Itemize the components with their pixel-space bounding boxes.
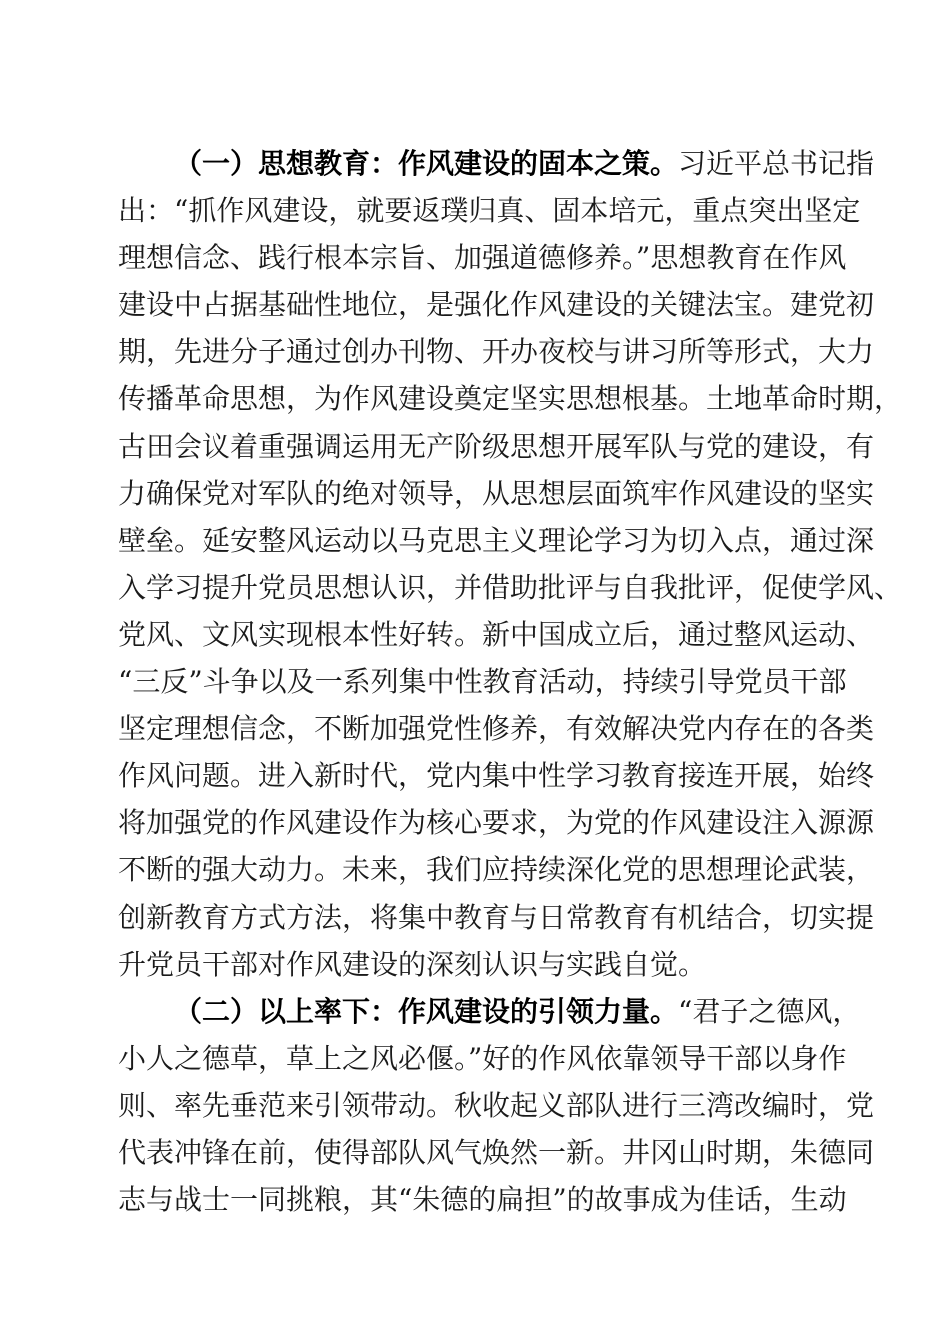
text-line: 不断的强大动力。未来，我们应持续深化党的思想理论武装， — [118, 853, 875, 887]
text-line: 代表冲锋在前，使得部队风气焕然一新。井冈山时期，朱德同 — [118, 1135, 875, 1169]
text-line: 将加强党的作风建设作为核心要求，为党的作风建设注入源源 — [118, 806, 875, 840]
text-line: 党风、文风实现根本性好转。新中国成立后，通过整风运动、 — [118, 617, 875, 651]
text-line: 出：“抓作风建设，就要返璞归真、固本培元，重点突出坚定 — [118, 194, 861, 228]
paragraph-1-first-line — [118, 140, 875, 187]
text-line: 力确保党对军队的绝对领导，从思想层面筑牢作风建设的坚实 — [118, 476, 875, 510]
text-line: “君子之德风， — [678, 994, 861, 1028]
section-2-heading: （二）以上率下：作风建设的引领力量。 — [174, 994, 679, 1028]
body-text — [118, 140, 903, 1223]
text-line: 小人之德草，草上之风必偃。”好的作风依靠领导干部以身作 — [118, 1041, 847, 1075]
text-line: 入学习提升党员思想认识，并借助批评与自我批评，促使学风、 — [118, 570, 903, 604]
text-line: 坚定理想信念，不断加强党性修养，有效解决党内存在的各类 — [118, 712, 875, 746]
text-line: 升党员干部对作风建设的深刻认识与实践自觉。 — [118, 947, 707, 981]
text-line: 创新教育方式方法，将集中教育与日常教育有机结合，切实提 — [118, 900, 875, 934]
text-line: 期，先进分子通过创办刊物、开办夜校与讲习所等形式，大力 — [118, 335, 875, 369]
text-line: 则、率先垂范来引领带动。秋收起义部队进行三湾改编时，党 — [118, 1088, 875, 1122]
paragraph-2-first-line — [118, 988, 861, 1035]
text-line: 建设中占据基础性地位，是强化作风建设的关键法宝。建党初 — [118, 288, 875, 322]
text-line: 古田会议着重强调运用无产阶级思想开展军队与党的建设，有 — [118, 429, 875, 463]
text-line: “三反”斗争以及一系列集中性教育活动，持续引导党员干部 — [118, 665, 847, 699]
text-line: 作风问题。进入新时代，党内集中性学习教育接连开展，始终 — [118, 759, 875, 793]
text-line: 习近平总书记指 — [678, 147, 875, 180]
text-line: 传播革命思想，为作风建设奠定坚实思想根基。土地革命时期， — [118, 382, 903, 416]
section-1-heading: （一）思想教育：作风建设的固本之策。 — [174, 147, 679, 180]
text-line: 壁垒。延安整风运动以马克思主义理论学习为切入点，通过深 — [118, 523, 875, 557]
text-line: 理想信念、践行根本宗旨、加强道德修养。”思想教育在作风 — [118, 241, 847, 275]
text-line: 志与战士一同挑粮，其“朱德的扁担”的故事成为佳话，生动 — [118, 1183, 847, 1217]
